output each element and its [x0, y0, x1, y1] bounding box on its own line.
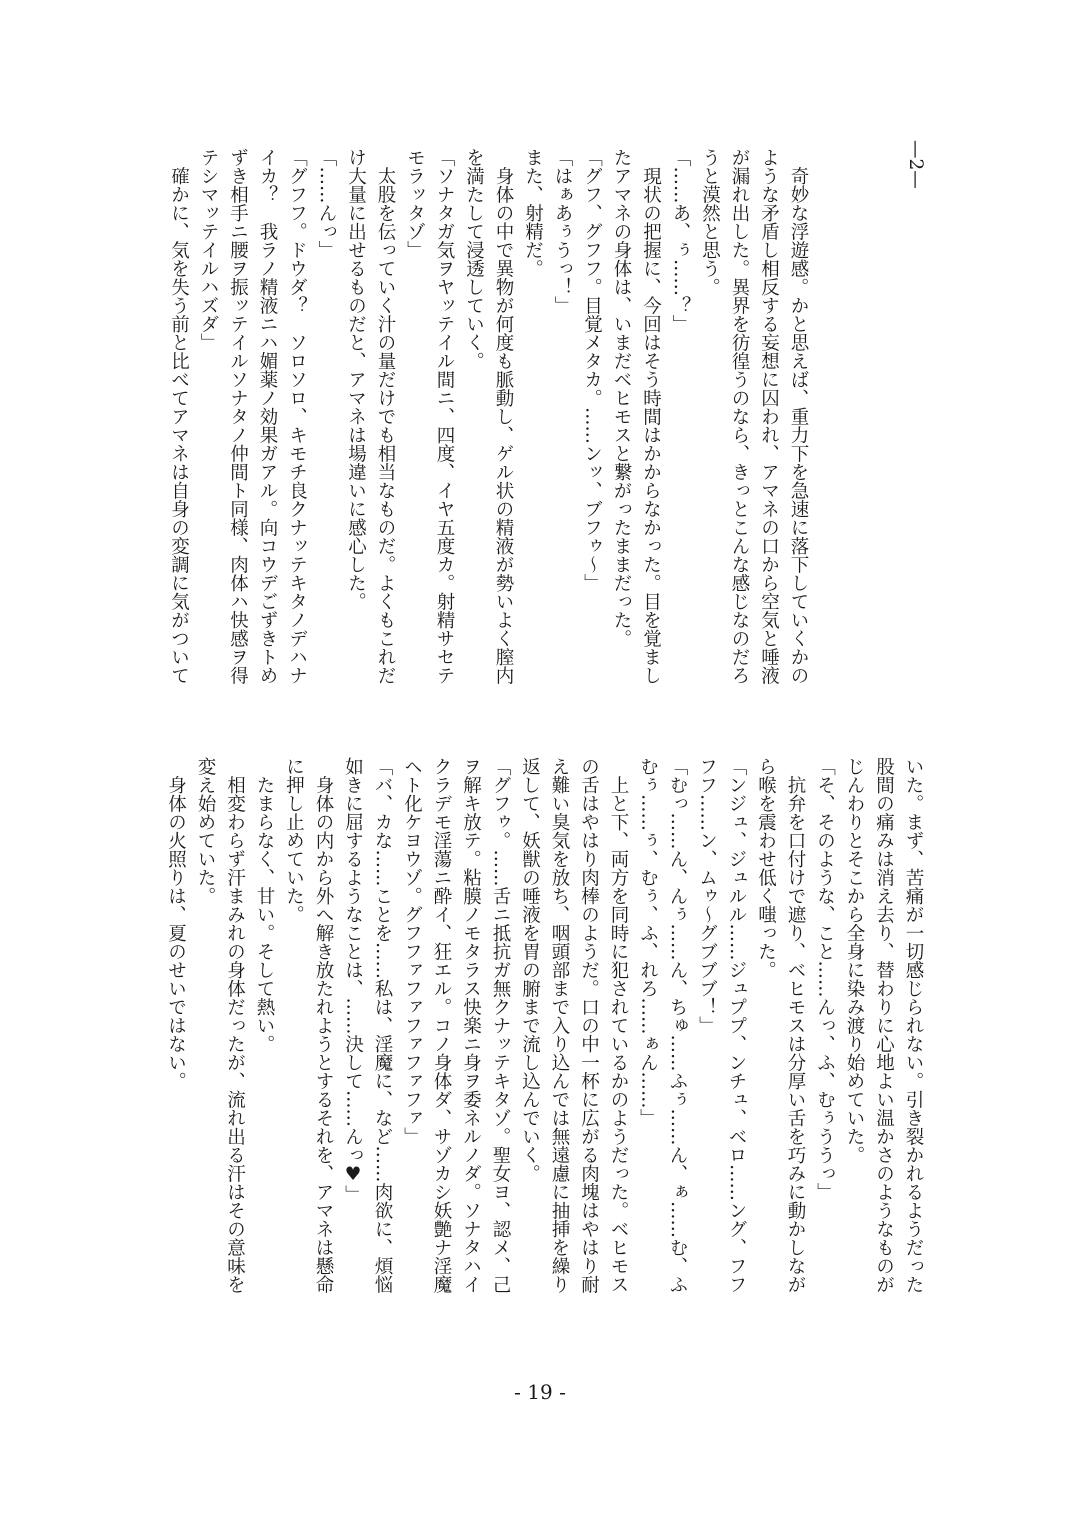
text-column: 身体の中で異物が何度も脈動し、ゲル状の精液が勢いよく膣内: [493, 148, 514, 685]
text-column: 上と下、両方を同時に犯されているかのようだった。ベヒモス: [608, 757, 629, 1294]
text-column: 確かに、気を失う前と比べてアマネは自身の変調に気がついて: [168, 148, 190, 685]
text-block-bottom: [161, 757, 928, 1337]
text-column: むぅ……ぅ、むぅ、ふ、れろ……ぁん……」: [637, 757, 659, 1127]
text-column: 「そ、そのような、こと……んっ、ふ、むぅううっ」: [814, 757, 836, 1201]
text-column: モラッタゾ」: [404, 148, 426, 259]
text-column: 「むっ……ん、んぅ……ん、ちゅ……ふぅ……ん、ぁ……む、ふ: [667, 757, 688, 1294]
text-column: テシマッテイルハズダ」: [198, 148, 219, 352]
text-column: 変え始めていた。: [195, 757, 216, 905]
text-column: ヘト化ケヨウゾ。グフファファファファファ」: [401, 757, 423, 1146]
text-column: 現状の把握に、今回はそう時間はかからなかった。目を覚まし: [640, 148, 662, 685]
text-column: ら喉を震わせ低く嗤った。: [755, 757, 777, 979]
text-column: 「ンジュ、ジュルル……ジュププ、ンチュ、ベロ……ング、フフ: [726, 757, 747, 1294]
text-column: 奇妙な浮遊感。かと思えば、重力下を急速に落下していくかの: [788, 148, 809, 685]
text-column: 如きに屈するようなことは、……決して……んっ♥」: [342, 757, 364, 1204]
text-column: 「グフゥ。……舌ニ抵抗ガ無クナッテキタゾ。聖女ヨ、認メ、己: [490, 757, 511, 1294]
text-column: ヲ解キ放テ。粘膜ノモタラス快楽ニ身ヲ委ネルノダ。ソナタハイ: [460, 757, 482, 1294]
text-column: イカ？ 我ラノ精液ニハ媚薬ノ効果ガアル。向コウデごずきトめ: [257, 148, 278, 685]
text-column: いた。まず、苦痛が一切感じられない。引き裂かれるようだった: [903, 757, 924, 1294]
text-column: 身体の内から外へ解き放たれようとするそれを、アマネは懸命: [313, 757, 334, 1294]
text-column: 「……あ、ぅ……？」: [670, 148, 691, 333]
text-column: け大量に出せるものだと、アマネは場違いに感心した。: [345, 148, 367, 611]
text-column: 「グフフ。ドウダ？ ソロソロ、キモチ良クナッテキタノデハナ: [286, 148, 308, 685]
text-column: 相変わらず汗まみれの身体だったが、流れ出る汗はその意味を: [224, 757, 246, 1294]
text-column: 返して、妖獣の唾液を胃の腑まで流し込んでいく。: [519, 757, 541, 1183]
page-number: - 19 -: [514, 1380, 566, 1404]
text-column: クラデモ淫蕩ニ酔イ、狂エル。コノ身体ダ、サゾカシ妖艶ナ淫魔: [431, 757, 452, 1294]
text-column: うと漠然と思う。: [699, 148, 721, 296]
text-block-top: [164, 148, 813, 728]
text-column: 身体の火照りは、夏のせいではない。: [165, 757, 187, 1090]
text-column: 「グフ、グフフ。目覚メタカ。……ンッ、ブフゥ〜」: [581, 148, 603, 592]
chapter-header: —2—: [905, 140, 926, 189]
text-column: 「……んっ」: [316, 148, 337, 259]
text-column: ずき相手ニ腰ヲ振ッテイルソナタノ仲間ト同様、肉体ハ快感ヲ得: [227, 148, 249, 685]
text-column: また、射精だ。: [522, 148, 544, 278]
text-column: たアマネの身体は、いまだベヒモスと繋がったままだった。: [611, 148, 632, 648]
text-column: 「はぁあぅうっ！」: [552, 148, 573, 315]
text-column: え難い臭気を放ち、咽頭部まで入り込んでは無遠慮に抽挿を繰り: [549, 757, 570, 1294]
text-column: 太股を伝っていく汁の量だけでも相当なものだ。よくもこれだ: [375, 148, 396, 685]
text-column: に押し止めていた。: [283, 757, 305, 924]
text-column: フフ……ン、ムゥ〜グブブブ！」: [696, 757, 718, 1035]
text-column: ような矛盾し相反する妄想に囚われ、アマネの口から空気と唾液: [758, 148, 780, 685]
text-column: の舌はやはり肉棒のようだ。口の中一杯に広がる肉塊はやはり耐: [578, 757, 600, 1294]
text-column: 「バ、カな……ことを……私は、淫魔に、など……肉欲に、煩悩: [372, 757, 393, 1294]
text-column: 股間の痛みは消え去り、替わりに心地よい温かさのようなものが: [873, 757, 895, 1294]
text-column: たまらなく、甘い。そして熱い。: [254, 757, 275, 1053]
text-column: を満たして浸透していく。: [463, 148, 485, 370]
text-column: が漏れ出した。異界を彷徨うのなら、きっとこんな感じなのだろ: [729, 148, 750, 685]
text-column: じんわりとそこから全身に染み渡り始めていた。: [844, 757, 865, 1164]
text-column: 「ソナタガ気ヲヤッテイル間ニ、四度、イヤ五度カ。射精サセテ: [434, 148, 455, 685]
text-column: 抗弁を口付けで遮り、ベヒモスは分厚い舌を巧みに動かしなが: [785, 757, 806, 1294]
